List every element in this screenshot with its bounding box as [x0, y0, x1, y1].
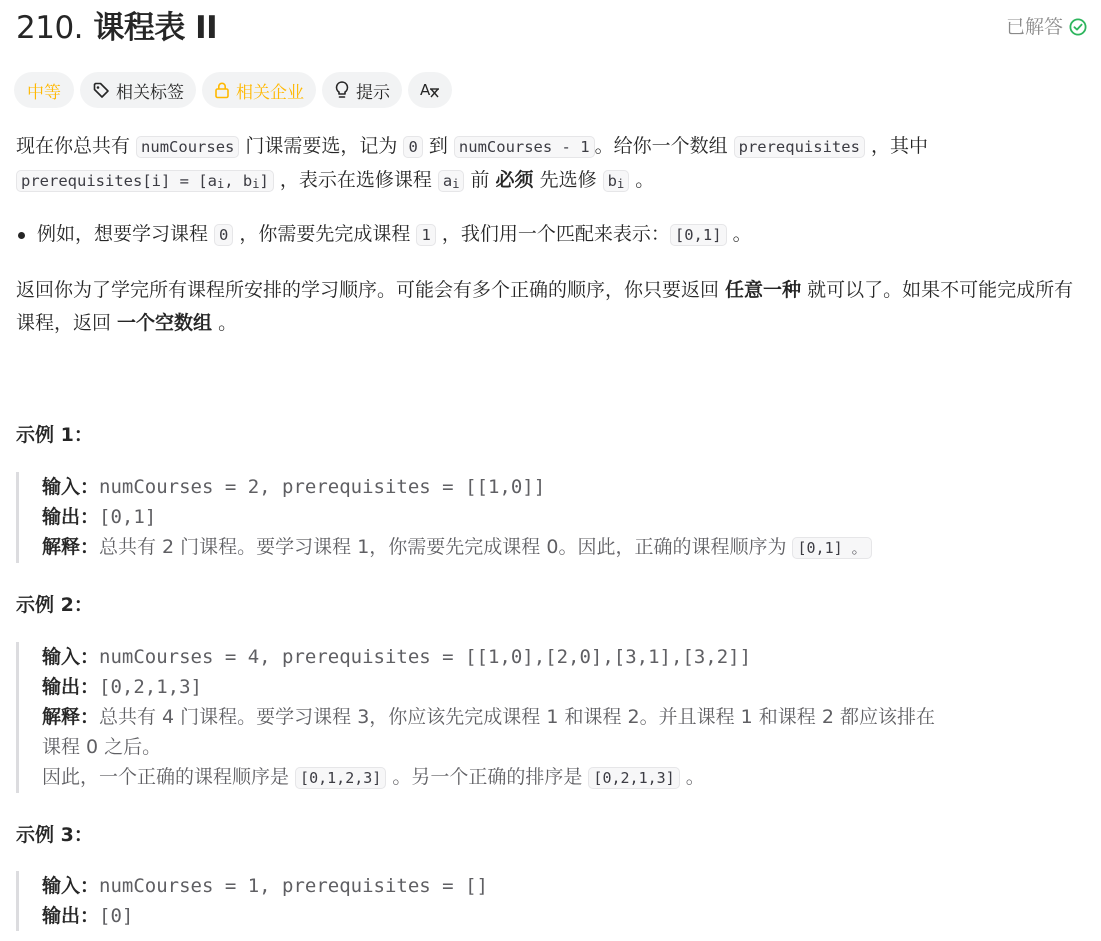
- input-value: numCourses = 1, prerequisites = []: [99, 875, 488, 897]
- text-segment: 先选修: [533, 169, 603, 191]
- solved-label: 已解答: [1005, 16, 1063, 38]
- svg-text:A: A: [420, 81, 431, 99]
- title-row: [16, 6, 1087, 50]
- check-circle-icon: [1069, 18, 1087, 36]
- input-value: numCourses = 2, prerequisites = [[1,0]]: [99, 476, 546, 498]
- inline-code: $a_i$: [438, 170, 465, 192]
- example-explain-line: [42, 702, 1091, 732]
- text-segment: ，其中: [864, 135, 928, 157]
- example-explain-line: [42, 532, 1091, 563]
- problem-name: 课程表 II: [93, 10, 218, 46]
- output-value: [0]: [99, 905, 134, 927]
- text-segment: 前: [464, 169, 496, 191]
- example-input-line: [42, 642, 1091, 672]
- text-segment: 到: [422, 135, 454, 157]
- example-output-line: [42, 901, 1091, 931]
- text-segment: 例如，想要学习课程: [37, 223, 215, 245]
- text-segment: ，你需要先完成课程: [233, 223, 417, 245]
- description-paragraph-1: [16, 130, 1086, 201]
- bold-text: 一个空数组: [117, 312, 213, 334]
- text-segment: 就可以了。如果不可能完成所有课程，返回: [16, 279, 1074, 334]
- bullet-dot: [18, 232, 25, 239]
- explain-text: 。另一个正确的排序是: [386, 766, 589, 788]
- inline-code: [0,1,2,3]: [295, 767, 386, 789]
- inline-code: [0,1] 。: [792, 537, 871, 559]
- inline-code: 1: [416, 224, 435, 246]
- description-paragraph-2: [16, 274, 1091, 340]
- problem-number: 210.: [16, 10, 84, 46]
- difficulty-badge: [14, 72, 74, 108]
- example-1-title: 示例 1：: [16, 424, 93, 446]
- example-explain-line: [42, 762, 1091, 793]
- example-3-block: [16, 871, 1091, 931]
- explain-text: 课程 0 之后。: [42, 736, 162, 758]
- output-label: 输出：: [42, 506, 100, 528]
- example-2-block: [16, 642, 1091, 793]
- text-segment: 。: [212, 312, 238, 334]
- example-2-title: 示例 2：: [16, 594, 93, 616]
- explain-text: 。: [679, 766, 705, 788]
- inline-code: numCourses - 1: [454, 136, 595, 158]
- text-segment: 。给你一个数组: [594, 135, 734, 157]
- explain-text: 因此，一个正确的课程顺序是: [42, 766, 296, 788]
- explain-text: 总共有 4 门课程。要学习课程 3，你应该先完成课程 1 和课程 2。并且课程 1 和课程 2 都应该排在: [99, 706, 935, 728]
- output-value: [0,1]: [99, 506, 157, 528]
- related-tags-label: 相关标签: [116, 82, 184, 103]
- output-label: 输出：: [42, 905, 100, 927]
- example-output-line: [42, 502, 1091, 532]
- difficulty-label: 中等: [27, 82, 61, 103]
- text-segment: ，我们用一个匹配来表示：: [435, 223, 670, 245]
- bold-text: 任意一种: [725, 279, 802, 301]
- solved-status: [1006, 15, 1087, 39]
- input-label: 输入：: [42, 646, 100, 668]
- related-companies-button[interactable]: [202, 72, 316, 108]
- output-value: [0,2,1,3]: [99, 676, 202, 698]
- problem-title[interactable]: [16, 6, 1087, 50]
- example-output-line: [42, 672, 1091, 702]
- input-value: numCourses = 4, prerequisites = [[1,0],[2,0],[3,1],[3,2]]: [99, 646, 752, 668]
- inline-code: prerequisites[i] = [$a_i$, $b_i$]: [16, 170, 274, 192]
- inline-code: prerequisites: [734, 136, 865, 158]
- inline-code: [0,1]: [670, 224, 727, 246]
- example-3-title: 示例 3：: [16, 824, 93, 846]
- hint-label: 提示: [356, 82, 390, 103]
- tags-row: [14, 72, 452, 108]
- example-explain-line: [42, 732, 1091, 762]
- lock-icon: [214, 81, 230, 99]
- input-label: 输入：: [42, 476, 100, 498]
- example-input-line: [42, 871, 1091, 901]
- text-segment: 现在你总共有: [16, 135, 137, 157]
- text-segment: ，表示在选修课程: [273, 169, 438, 191]
- explain-text: 总共有 2 门课程。要学习课程 1，你需要先完成课程 0。因此，正确的课程顺序为: [99, 536, 793, 558]
- text-segment: 。: [726, 223, 752, 245]
- translate-icon: [419, 80, 441, 100]
- lightbulb-icon: [334, 80, 350, 100]
- translate-button[interactable]: [408, 72, 452, 108]
- hint-button[interactable]: [322, 72, 402, 108]
- input-label: 输入：: [42, 875, 100, 897]
- inline-code: 0: [403, 136, 422, 158]
- example-bullet: [16, 218, 1086, 252]
- text-segment: 返回你为了学完所有课程所安排的学习顺序。可能会有多个正确的顺序，你只要返回: [16, 279, 726, 301]
- inline-code: $b_i$: [603, 170, 630, 192]
- inline-code: numCourses: [136, 136, 239, 158]
- inline-code: 0: [214, 224, 233, 246]
- inline-code: [0,2,1,3]: [588, 767, 679, 789]
- explain-label: 解释：: [42, 536, 100, 558]
- explain-label: 解释：: [42, 706, 100, 728]
- tag-icon: [92, 81, 110, 99]
- text-segment: 。: [629, 169, 655, 191]
- example-input-line: [42, 472, 1091, 502]
- text-segment: 门课需要选，记为: [239, 135, 404, 157]
- related-companies-label: 相关企业: [236, 82, 304, 103]
- related-tags-button[interactable]: [80, 72, 196, 108]
- bold-text: 必须: [495, 169, 534, 191]
- example-1-block: [16, 472, 1091, 563]
- output-label: 输出：: [42, 676, 100, 698]
